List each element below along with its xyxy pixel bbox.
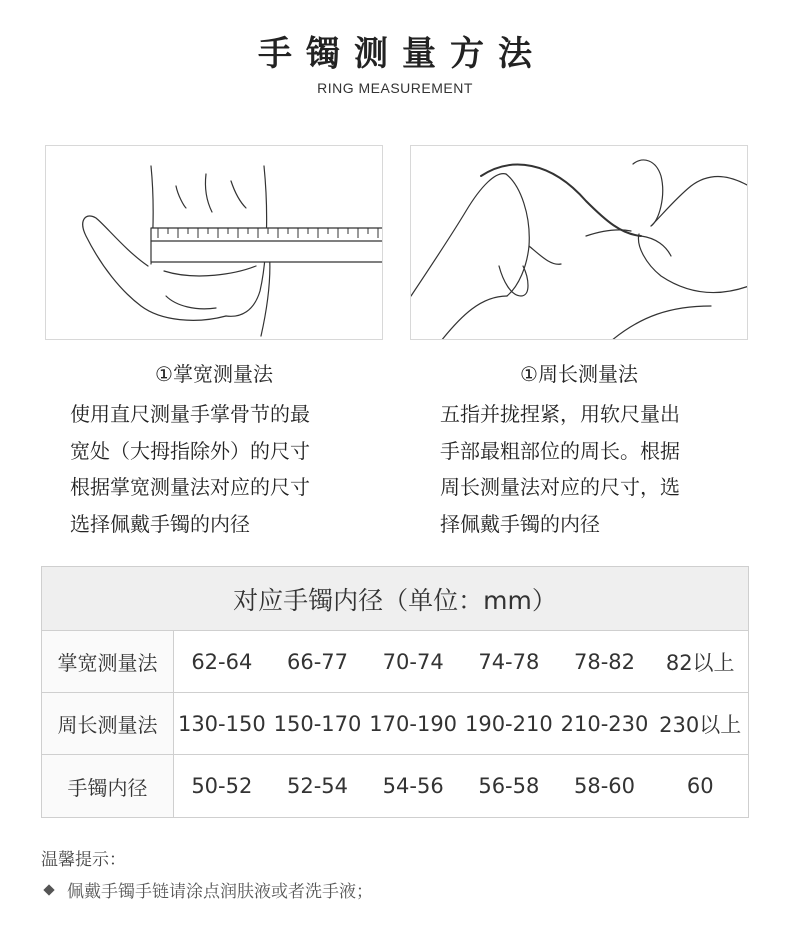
table-cell: 230以上 — [659, 712, 742, 737]
table-cell: 50-52 — [191, 774, 253, 798]
page-subtitle: RING MEASUREMENT — [317, 80, 473, 96]
description-line: 使用直尺测量手掌骨节的最 — [70, 402, 310, 426]
description-line: 宽处（大拇指除外）的尺寸 — [70, 438, 310, 463]
table-cell: 60 — [686, 774, 714, 798]
size-table-header: 对应手镯内径（单位：mm） — [42, 567, 748, 631]
hand-ruler-drawing — [46, 146, 383, 340]
tip-item — [41, 877, 373, 902]
table-cell: 70-74 — [382, 649, 444, 674]
tip-text: 佩戴手镯手链请涂点润肤液或者洗手液； — [67, 882, 373, 902]
description-line: 手部最粗部位的周长。根据 — [440, 438, 680, 463]
size-table — [41, 566, 749, 818]
tips-title: 温馨提示： — [41, 850, 126, 870]
circumference-method-description — [440, 396, 740, 542]
table-cell: 74-78 — [478, 649, 540, 674]
circumference-method-title: ①周长测量法 — [520, 362, 638, 386]
palm-width-illustration — [45, 145, 383, 340]
table-cell: 150-170 — [273, 711, 362, 736]
row-label: 周长测量法 — [42, 693, 174, 754]
table-cell: 58-60 — [574, 774, 636, 798]
table-cell: 190-210 — [464, 711, 553, 736]
description-line: 周长测量法对应的尺寸，选 — [440, 475, 680, 499]
row-label: 掌宽测量法 — [42, 631, 174, 692]
palm-width-method-description — [70, 396, 370, 542]
table-cell: 54-56 — [382, 774, 444, 798]
table-cell: 82以上 — [665, 650, 735, 675]
row-label: 手镯内径 — [42, 755, 174, 817]
table-cell: 52-54 — [286, 774, 349, 798]
hand-string-drawing — [411, 146, 748, 340]
page-title: 手镯测量方法 — [258, 34, 546, 74]
description-line: 根据掌宽测量法对应的尺寸 — [70, 475, 310, 499]
table-cell: 62-64 — [191, 649, 253, 674]
description-line: 五指并拢捏紧，用软尺量出 — [440, 402, 680, 426]
table-cell: 130-150 — [177, 711, 266, 736]
palm-width-method-title: ①掌宽测量法 — [155, 362, 273, 386]
table-row — [42, 693, 748, 755]
description-line: 择佩戴手镯的内径 — [440, 511, 600, 536]
diamond-bullet-icon — [43, 884, 54, 895]
table-cell: 56-58 — [478, 774, 540, 798]
description-line: 选择佩戴手镯的内径 — [70, 511, 250, 536]
table-row — [42, 631, 748, 693]
table-cell: 66-77 — [286, 649, 349, 674]
table-row — [42, 755, 748, 817]
table-cell: 170-190 — [369, 711, 458, 736]
table-cell: 78-82 — [574, 649, 636, 674]
circumference-illustration — [410, 145, 748, 340]
table-cell: 210-230 — [560, 711, 649, 736]
